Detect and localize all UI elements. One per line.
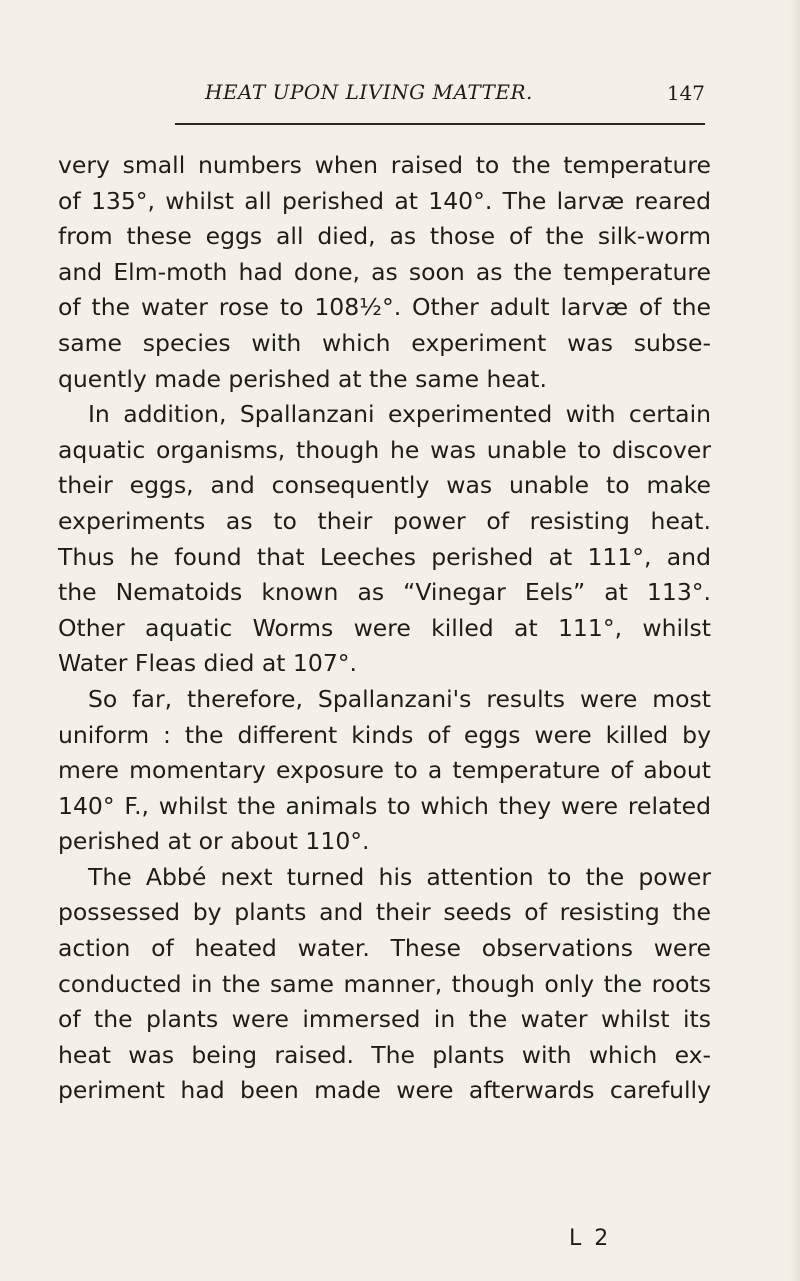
body-text (58, 148, 711, 1109)
text-line: heat was being raised. The plants with which ex- (58, 1040, 711, 1069)
text-line: uniform : the different kinds of eggs were killed by (58, 720, 711, 749)
text-line: periment had been made were afterwards carefully (58, 1076, 711, 1105)
text-line: same species with which experiment was subse- (58, 328, 711, 357)
running-title: HEAT UPON LIVING MATTER. (205, 80, 533, 104)
text-line: from these eggs all died, as those of the silk-worm (58, 222, 711, 251)
text-line: possessed by plants and their seeds of resisting the (58, 898, 711, 927)
text-line: Water Fleas died at 107°. (58, 649, 358, 678)
text-line: The Abbé next turned his attention to the power (88, 862, 711, 891)
signature-mark: L 2 (569, 1226, 612, 1251)
text-line: of the plants were immersed in the water whilst its (58, 1005, 711, 1034)
text-line: Other aquatic Worms were killed at 111°, whilst (58, 613, 711, 642)
text-line: action of heated water. These observations were (58, 934, 711, 963)
text-line: the Nematoids known as “Vinegar Eels” at 113°. (58, 578, 711, 607)
text-line: very small numbers when raised to the temperature (58, 151, 711, 179)
text-line: experiments as to their power of resisting heat. (58, 506, 711, 535)
text-line: mere momentary exposure to a temperature of about (58, 756, 711, 785)
text-line: aquatic organisms, though he was unable to discover (58, 435, 711, 464)
text-line: of 135°, whilst all perished at 140°. The larvæ reared (58, 186, 711, 215)
text-line: of the water rose to 108½°. Other adult larvæ of the (58, 293, 711, 322)
text-line: and Elm-moth had done, as soon as the temperature (58, 257, 711, 286)
text-line: quently made perished at the same heat. (58, 364, 547, 393)
text-line: conducted in the same manner, though only the roots (58, 969, 711, 998)
text-line: perished at or about 110°. (58, 827, 370, 856)
text-line: 140° F., whilst the animals to which they were related (58, 791, 711, 820)
page-header (175, 80, 705, 114)
page-number: 147 (666, 81, 705, 105)
text-line: Thus he found that Leeches perished at 111°, and (58, 542, 711, 571)
header-rule (175, 123, 705, 125)
text-line: In addition, Spallanzani experimented with certain (88, 400, 711, 429)
text-line: their eggs, and consequently was unable to make (58, 471, 711, 500)
text-line: So far, therefore, Spallanzani's results were most (88, 684, 711, 713)
